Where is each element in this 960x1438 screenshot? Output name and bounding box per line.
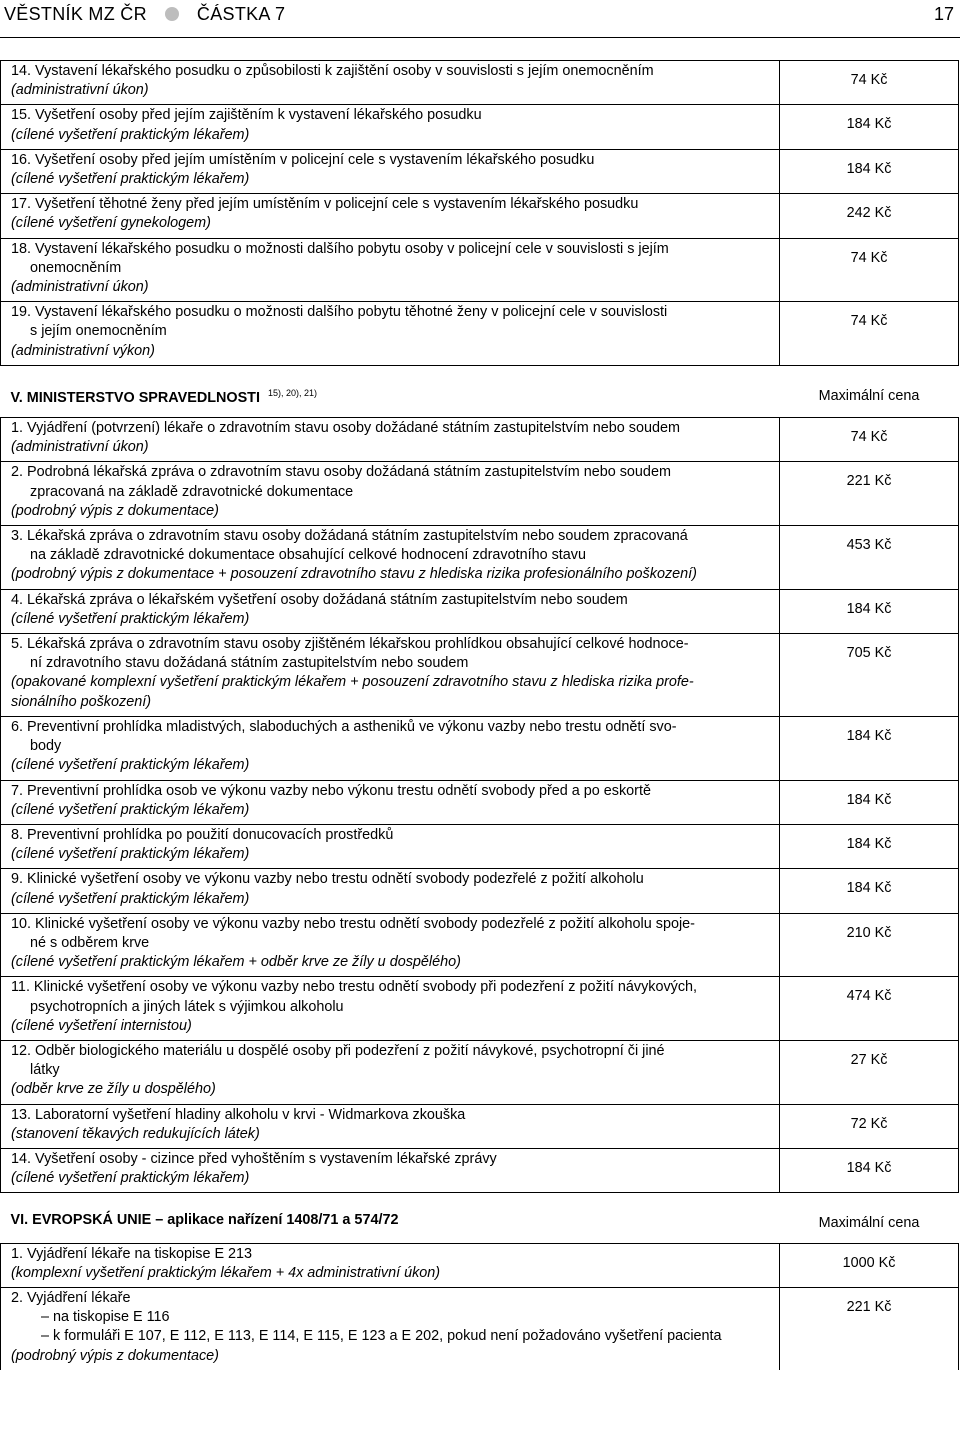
item-price: 474 Kč bbox=[780, 977, 959, 1041]
item-text-continued: psychotropních a jiných látek s výjimkou alkoholu bbox=[30, 998, 344, 1015]
table-row bbox=[1, 149, 959, 193]
item-note: (cílené vyšetření praktickým lékařem) bbox=[11, 126, 250, 143]
table-row bbox=[1, 418, 959, 462]
item-text: 14. Vyšetření osoby - cizince před vyhoštěním s vystavením lékařské zprávy bbox=[11, 1150, 497, 1167]
item-text: 13. Laboratorní vyšetření hladiny alkoholu v krvi - Widmarkova zkouška bbox=[11, 1106, 466, 1123]
item-price: 74 Kč bbox=[780, 61, 959, 105]
item-price: 184 Kč bbox=[780, 824, 959, 868]
item-price: 74 Kč bbox=[780, 418, 959, 462]
price-column-header: Maximální cena bbox=[780, 365, 959, 417]
item-text-continued: zpracovaná na základě zdravotnické dokumentace bbox=[30, 483, 354, 500]
item-price: 184 Kč bbox=[780, 1148, 959, 1192]
table-row bbox=[1, 1148, 959, 1192]
table-row bbox=[1, 194, 959, 238]
item-description bbox=[1, 302, 780, 366]
item-text-continued: na základě zdravotnické dokumentace obsahující celkové hodnocení zdravotního stavu bbox=[30, 547, 586, 564]
table-row bbox=[1, 977, 959, 1041]
item-description bbox=[1, 462, 780, 526]
item-text-continued: né s odběrem krve bbox=[30, 934, 150, 951]
item-text: 6. Preventivní prohlídka mladistvých, slaboduchých a astheniků ve výkonu vazby nebo trestu odnětí svo- bbox=[11, 718, 677, 735]
item-note: (cílené vyšetření praktickým lékařem) bbox=[11, 846, 250, 863]
item-price: 453 Kč bbox=[780, 526, 959, 590]
table-row bbox=[1, 589, 959, 633]
publication-title: VĚSTNÍK MZ ČR bbox=[4, 4, 147, 24]
item-description bbox=[1, 149, 780, 193]
item-text: 11. Klinické vyšetření osoby ve výkonu vazby nebo trestu odnětí svobody při podezření z požití návykových, bbox=[11, 979, 698, 996]
item-price: 1000 Kč bbox=[780, 1243, 959, 1287]
item-note: (cílené vyšetření praktickým lékařem) bbox=[11, 757, 250, 774]
item-price: 184 Kč bbox=[780, 869, 959, 913]
item-subpoint: – k formuláři E 107, E 112, E 113, E 114, E 115, E 123 a E 202, pokud není požadováno vyšetření pacienta bbox=[41, 1328, 722, 1345]
item-note: (cílené vyšetření praktickým lékařem) bbox=[11, 890, 250, 907]
item-description bbox=[1, 634, 780, 717]
item-subpoint: – na tiskopise E 116 bbox=[41, 1309, 170, 1326]
item-text: 4. Lékařská zpráva o lékařském vyšetření osoby dožádaná státním zastupitelstvím nebo soudem bbox=[11, 591, 628, 608]
item-description bbox=[1, 716, 780, 780]
bullet-dot-icon bbox=[165, 7, 179, 21]
table-row bbox=[1, 824, 959, 868]
table-row bbox=[1, 634, 959, 717]
item-description bbox=[1, 589, 780, 633]
item-description bbox=[1, 61, 780, 105]
item-description bbox=[1, 194, 780, 238]
table-row bbox=[1, 238, 959, 302]
item-note: (administrativní úkon) bbox=[11, 82, 149, 99]
header-left bbox=[4, 4, 285, 25]
item-price: 184 Kč bbox=[780, 149, 959, 193]
page-number: 17 bbox=[933, 4, 954, 24]
table-row bbox=[1, 526, 959, 590]
item-note: (administrativní úkon) bbox=[11, 279, 149, 296]
table-row bbox=[1, 716, 959, 780]
item-text: 8. Preventivní prohlídka po použití donucovacích prostředků bbox=[11, 826, 394, 843]
table-row bbox=[1, 1287, 959, 1369]
item-note: (podrobný výpis z dokumentace + posouzení zdravotního stavu z hlediska rizika profesionálního poškození) bbox=[11, 566, 697, 583]
item-note: (cílené vyšetření gynekologem) bbox=[11, 215, 211, 232]
item-note: (opakované komplexní vyšetření praktickým lékařem + posouzení zdravotního stavu z hlediska rizika profe- bbox=[11, 674, 694, 691]
item-description bbox=[1, 869, 780, 913]
item-description bbox=[1, 977, 780, 1041]
item-price: 210 Kč bbox=[780, 913, 959, 977]
table-row bbox=[1, 1104, 959, 1148]
page-header bbox=[0, 0, 960, 36]
item-description bbox=[1, 238, 780, 302]
table-row bbox=[1, 869, 959, 913]
item-price: 72 Kč bbox=[780, 1104, 959, 1148]
item-price: 184 Kč bbox=[780, 589, 959, 633]
item-text: 16. Vyšetření osoby před jejím umístěním v policejní cele s vystavením lékařského posudku bbox=[11, 151, 595, 168]
table-row bbox=[1, 780, 959, 824]
item-note: (cílené vyšetření praktickým lékařem) bbox=[11, 610, 250, 627]
item-description bbox=[1, 1148, 780, 1192]
item-text: 3. Lékařská zpráva o zdravotním stavu osoby dožádaná státním zastupitelstvím nebo soudem zpracovaná bbox=[11, 528, 688, 545]
item-text: 12. Odběr biologického materiálu u dospělé osoby při podezření z požití návykové, psychotropní či jiné bbox=[11, 1042, 665, 1059]
table-row bbox=[1, 61, 959, 105]
item-price: 184 Kč bbox=[780, 716, 959, 780]
section-header-row bbox=[1, 1193, 959, 1243]
item-description bbox=[1, 1040, 780, 1104]
item-text: 10. Klinické vyšetření osoby ve výkonu vazby nebo trestu odnětí svobody podezřelé z požití alkoholu spoje- bbox=[11, 915, 695, 932]
item-text-continued: onemocněním bbox=[30, 259, 122, 276]
item-note: (administrativní úkon) bbox=[11, 439, 149, 456]
item-note: (komplexní vyšetření praktickým lékařem + 4x administrativní úkon) bbox=[11, 1264, 441, 1281]
item-price: 74 Kč bbox=[780, 238, 959, 302]
item-text: 14. Vystavení lékařského posudku o způsobilosti k zajištění osoby v souvislosti s jejím onemocněním bbox=[11, 63, 654, 79]
item-text: 9. Klinické vyšetření osoby ve výkonu vazby nebo trestu odnětí svobody podezřelé z požití alkoholu bbox=[11, 871, 644, 888]
part-label: ČÁSTKA 7 bbox=[196, 4, 286, 24]
item-price: 27 Kč bbox=[780, 1040, 959, 1104]
item-text: 1. Vyjádření (potvrzení) lékaře o zdravotním stavu osoby dožádané státním zastupitelstvím nebo soudem bbox=[11, 420, 680, 437]
item-text: 15. Vyšetření osoby před jejím zajištěním k vystavení lékařského posudku bbox=[11, 107, 482, 124]
item-note: (cílené vyšetření praktickým lékařem) bbox=[11, 171, 250, 188]
section-title-cell bbox=[1, 1193, 780, 1243]
item-text: 2. Podrobná lékařská zpráva o zdravotním stavu osoby dožádaná státním zastupitelstvím nebo soudem bbox=[11, 464, 671, 481]
item-text-continued: s jejím onemocněním bbox=[30, 323, 167, 340]
item-text-continued: body bbox=[30, 738, 62, 755]
item-description bbox=[1, 913, 780, 977]
header-rule bbox=[0, 37, 960, 38]
item-price: 184 Kč bbox=[780, 780, 959, 824]
table-row bbox=[1, 1040, 959, 1104]
section-title: VI. EVROPSKÁ UNIE – aplikace nařízení 1408/71 a 574/72 bbox=[10, 1212, 399, 1229]
item-text: 5. Lékařská zpráva o zdravotním stavu osoby zjištěném lékařskou prohlídkou obsahující celkové hodnoce- bbox=[11, 636, 689, 653]
item-price: 74 Kč bbox=[780, 302, 959, 366]
item-text: 17. Vyšetření těhotné ženy před jejím umístěním v policejní cele s vystavením lékařského posudku bbox=[11, 196, 639, 213]
item-price: 221 Kč bbox=[780, 462, 959, 526]
item-note: (podrobný výpis z dokumentace) bbox=[11, 502, 219, 519]
item-description bbox=[1, 780, 780, 824]
item-text-continued: látky bbox=[30, 1062, 60, 1079]
section-title: V. MINISTERSTVO SPRAVEDLNOSTI bbox=[10, 389, 260, 406]
table-row bbox=[1, 462, 959, 526]
item-price: 242 Kč bbox=[780, 194, 959, 238]
item-text: 2. Vyjádření lékaře bbox=[11, 1289, 131, 1306]
item-description bbox=[1, 105, 780, 149]
item-description bbox=[1, 1243, 780, 1287]
item-text-continued: ní zdravotního stavu dožádaná státním zastupitelstvím nebo soudem bbox=[30, 655, 469, 672]
item-description bbox=[1, 824, 780, 868]
item-note: (podrobný výpis z dokumentace) bbox=[11, 1347, 219, 1364]
price-table bbox=[0, 60, 959, 1370]
item-price: 705 Kč bbox=[780, 634, 959, 717]
item-description bbox=[1, 418, 780, 462]
item-note: (cílené vyšetření praktickým lékařem + odběr krve ze žíly u dospělého) bbox=[11, 954, 461, 971]
table-row bbox=[1, 302, 959, 366]
section-header-row bbox=[1, 365, 959, 417]
item-note: (cílené vyšetření internistou) bbox=[11, 1017, 192, 1034]
footnote-ref: 15), 20), 21) bbox=[267, 387, 318, 398]
item-note: (odběr krve ze žíly u dospělého) bbox=[11, 1081, 216, 1098]
item-note: (administrativní výkon) bbox=[11, 342, 155, 359]
table-row bbox=[1, 1243, 959, 1287]
item-note: (cílené vyšetření praktickým lékařem) bbox=[11, 801, 250, 818]
table-row bbox=[1, 105, 959, 149]
item-price: 221 Kč bbox=[780, 1287, 959, 1369]
table-row bbox=[1, 913, 959, 977]
item-description bbox=[1, 1104, 780, 1148]
item-price: 184 Kč bbox=[780, 105, 959, 149]
price-column-header: Maximální cena bbox=[780, 1193, 959, 1243]
item-description bbox=[1, 526, 780, 590]
item-note: (stanovení těkavých redukujících látek) bbox=[11, 1125, 260, 1142]
item-text: 7. Preventivní prohlídka osob ve výkonu vazby nebo výkonu trestu odnětí svobody před a po eskortě bbox=[11, 782, 651, 799]
item-text: 18. Vystavení lékařského posudku o možnosti dalšího pobytu osoby v policejní cele v souvislosti s jejím bbox=[11, 240, 669, 257]
item-text: 19. Vystavení lékařského posudku o možnosti dalšího pobytu těhotné ženy v policejní cele v souvislosti bbox=[11, 304, 668, 321]
item-description bbox=[1, 1287, 780, 1369]
item-note: (cílené vyšetření praktickým lékařem) bbox=[11, 1170, 250, 1187]
item-text: 1. Vyjádření lékaře na tiskopise E 213 bbox=[11, 1245, 253, 1262]
section-title-cell bbox=[1, 365, 780, 417]
item-note: sionálního poškození) bbox=[11, 693, 151, 710]
